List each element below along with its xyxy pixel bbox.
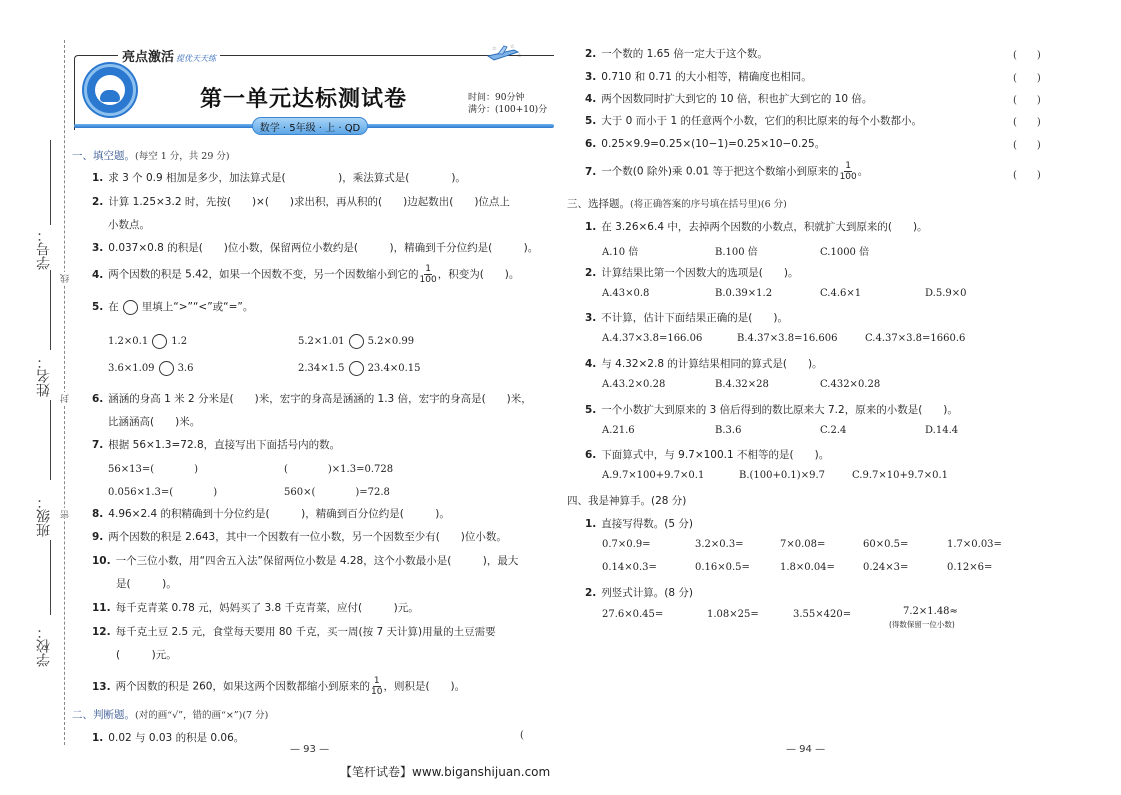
exam-full-score: 满分：(100+10)分	[468, 105, 548, 115]
vertical-calc-item: 1.08×25=	[707, 609, 759, 620]
s3-question-4: 4. 与 4.32×2.8 的计算结果相同的算式是( )。	[585, 358, 823, 370]
compare-circle[interactable]	[159, 361, 174, 376]
s1-question-11: 11. 每千克青菜 0.78 元，妈妈买了 3.8 千克青菜，应付( )元。	[92, 602, 419, 614]
calc-item: 3.2×0.3=	[695, 539, 744, 550]
s1-question-1: 1. 求 3 个 0.9 相加是多少，加法算式是( )，乘法算式是( )。	[92, 172, 466, 184]
fraction: $\frac{1}{10}$	[371, 676, 383, 697]
s3-question-3: 3. 不计算，估计下面结果正确的是( )。	[585, 312, 788, 324]
s3-question-1: 1. 在 3.26×6.4 中，去掉两个因数的小数点，积就扩大到原来的( )。	[585, 221, 928, 233]
calc-item: 0.14×0.3=	[602, 562, 657, 573]
name-line	[50, 270, 51, 350]
section-3-heading: 三、选择题。(将正确答案的序号填在括号里)(6 分)	[567, 198, 787, 210]
seal-mark-seal: 封	[61, 394, 71, 403]
seal-mark-line: 线	[61, 274, 71, 283]
compare-circle[interactable]	[349, 334, 364, 349]
option-b[interactable]: B.(100+0.1)×9.7	[739, 470, 825, 481]
section-1-heading: 一、填空题。(每空 1 分，共 29 分)	[72, 150, 230, 162]
s1-question-6: 6. 涵涵的身高 1 米 2 分米是( )米，宏宇的身高是涵涵的 1.3 倍，宏宇的身高是( )米，	[92, 393, 532, 405]
s1-question-4: 4. 两个因数的积是 5.42，如果一个因数不变，另一个因数缩小到它的 $\frac{1}{100}$ ，积变为( )。	[92, 264, 520, 285]
compare-item-1: 1.2×0.1 1.2	[108, 336, 188, 347]
option-a[interactable]: A.21.6	[602, 425, 635, 436]
s1-question-5: 5. 在 里填上“>”“<”或“=”。	[92, 301, 254, 313]
calc-item: 0.24×3=	[863, 562, 909, 573]
compare-item-2: 5.2×1.01 5.2×0.99	[298, 336, 415, 347]
s1-question-9: 9. 两个因数的积是 2.643，其中一个因数有一位小数，另一个因数至少有( )位小数。	[92, 531, 507, 543]
s1-question-2-cont: 小数点。	[108, 219, 150, 231]
class-label: 班级：	[36, 495, 52, 537]
option-c[interactable]: C.4.37×3.8=1660.6	[865, 333, 966, 344]
s2-question-6: 6. 0.25×9.9=0.25×(10−1)=0.25×10−0.25。	[585, 138, 826, 150]
svg-text:☆: ☆	[517, 53, 522, 59]
option-c[interactable]: C.1000 倍	[820, 247, 870, 258]
s2-question-3: 3. 0.710 和 0.71 的大小相等，精确度也相同。	[585, 71, 812, 83]
option-a[interactable]: A.4.37×3.8=166.06	[602, 333, 703, 344]
fraction: $\frac{1}{100}$	[839, 161, 857, 182]
vertical-calc-item: 7.2×1.48≈	[903, 606, 958, 617]
option-a[interactable]: A.9.7×100+9.7×0.1	[602, 470, 705, 481]
svg-text:☆: ☆	[510, 44, 515, 50]
school-line	[50, 540, 51, 615]
s4-part-2: 2. 列竖式计算。(8 分)	[585, 587, 694, 599]
rounding-note: (得数保留一位小数)	[889, 620, 955, 629]
s1-question-12: 12. 每千克土豆 2.5 元，食堂每天要用 80 千克，买一周(按 7 天计算)用量的土豆需要	[92, 626, 496, 638]
page-title: 第一单元达标测试卷	[200, 86, 408, 112]
answer-paren[interactable]: ( )	[1013, 140, 1041, 151]
class-line	[50, 400, 51, 480]
compare-circle[interactable]	[349, 361, 364, 376]
s3-question-5: 5. 一个小数扩大到原来的 3 倍后得到的数比原来大 7.2，原来的小数是( )。	[585, 404, 958, 416]
option-c[interactable]: C.2.4	[820, 425, 847, 436]
option-b[interactable]: B.4.37×3.8=16.606	[737, 333, 838, 344]
brand-label: 亮点激活 提优天天练	[118, 46, 220, 65]
s1-question-3: 3. 0.037×0.8 的积是( )位小数，保留两位小数约是( )，精确到千分位约是( )。	[92, 242, 539, 254]
answer-paren[interactable]: ( )	[1013, 170, 1041, 181]
exam-time: 时间：90分钟	[468, 93, 525, 103]
s2-question-7: 7. 一个数(0 除外)乘 0.01 等于把这个数缩小到原来的 $\frac{1}{100}$ 。	[585, 161, 869, 182]
compare-item-3: 3.6×1.09 3.6	[108, 363, 194, 374]
q7-item-1: 56×13=( )	[108, 464, 199, 475]
vertical-calc-item: 27.6×0.45=	[602, 609, 664, 620]
option-d[interactable]: D.14.4	[925, 425, 959, 436]
answer-paren[interactable]: ( )	[1013, 73, 1041, 84]
calc-item: 1.8×0.04=	[780, 562, 835, 573]
page-number-right: — 94 —	[786, 744, 826, 755]
s4-part-1: 1. 直接写得数。(5 分)	[585, 518, 694, 530]
s2-question-1: 1. 0.02 与 0.03 的积是 0.06。	[92, 732, 245, 744]
svg-text:☆: ☆	[492, 46, 497, 52]
s1-question-7: 7. 根据 56×1.3=72.8，直接写出下面括号内的数。	[92, 439, 341, 451]
option-c[interactable]: C.432×0.28	[820, 379, 881, 390]
section-4-heading: 四、我是神算手。(28 分)	[567, 495, 687, 507]
calc-item: 1.7×0.03=	[947, 539, 1002, 550]
s1-question-12-cont: ( )元。	[116, 649, 177, 661]
q7-item-4: 560×( )=72.8	[284, 487, 390, 498]
s2-question-5: 5. 大于 0 而小于 1 的任意两个小数，它们的积比原来的每个小数都小。	[585, 115, 923, 127]
calc-item: 60×0.5=	[863, 539, 909, 550]
name-label: 姓名：	[36, 355, 52, 397]
compare-circle[interactable]	[152, 334, 167, 349]
s1-question-8: 8. 4.96×2.4 的积精确到十分位约是( )，精确到百分位约是( )。	[92, 508, 450, 520]
subject-badge: 数学 · 5年级 · 上 · QD	[252, 117, 368, 135]
vertical-calc-item: 3.55×420=	[793, 609, 852, 620]
s3-question-6: 6. 下面算式中，与 9.7×100.1 不相等的是( )。	[585, 449, 830, 461]
s1-question-10-cont: 是( )。	[116, 578, 177, 590]
s3-question-2: 2. 计算结果比第一个因数大的选项是( )。	[585, 267, 799, 279]
s1-question-2: 2. 计算 1.25×3.2 时，先按( )×( )求出积，再从积的( )边起数出( )位点上	[92, 196, 510, 208]
compare-item-4: 2.34×1.5 23.4×0.15	[298, 363, 421, 374]
q7-item-2: ( )×1.3=0.728	[284, 464, 394, 475]
answer-paren[interactable]: (	[520, 730, 524, 741]
option-c[interactable]: C.4.6×1	[820, 288, 862, 299]
student-no-line	[50, 140, 51, 225]
s1-question-13: 13. 两个因数的积是 260，如果这两个因数都缩小到原来的 $\frac{1}{10}$ ，则积是( )。	[92, 676, 466, 697]
option-d[interactable]: D.5.9×0	[925, 288, 967, 299]
answer-paren[interactable]: ( )	[1013, 50, 1041, 61]
page-number-left: — 93 —	[290, 744, 330, 755]
watermark: 【笔杆试卷】www.biganshijuan.com	[340, 765, 551, 779]
airplane-icon	[484, 44, 522, 64]
option-b[interactable]: B.100 倍	[715, 247, 758, 258]
option-b[interactable]: B.3.6	[715, 425, 742, 436]
s2-question-2: 2. 一个数的 1.65 倍一定大于这个数。	[585, 48, 768, 60]
section-2-heading: 二、判断题。(对的画“√”，错的画“×”)(7 分)	[72, 709, 269, 721]
s1-question-6-cont: 比涵涵高( )米。	[108, 416, 201, 428]
option-c[interactable]: C.9.7×10+9.7×0.1	[852, 470, 949, 481]
fraction: $\frac{1}{100}$	[419, 264, 437, 285]
student-no-label: 学号：	[36, 228, 52, 270]
option-a[interactable]: A.10 倍	[602, 247, 639, 258]
s2-question-4: 4. 两个因数同时扩大到它的 10 倍，积也扩大到它的 10 倍。	[585, 93, 873, 105]
option-b[interactable]: B.4.32×28	[715, 379, 769, 390]
calc-item: 0.16×0.5=	[695, 562, 750, 573]
school-label: 学校：	[36, 625, 52, 667]
calc-item: 0.7×0.9=	[602, 539, 651, 550]
mascot-logo	[84, 64, 136, 116]
q7-item-3: 0.056×1.3=( )	[108, 487, 218, 498]
option-a[interactable]: A.43.2×0.28	[602, 379, 666, 390]
option-a[interactable]: A.43×0.8	[602, 288, 650, 299]
seal-mark-dense: 密	[61, 510, 71, 519]
answer-paren[interactable]: ( )	[1013, 95, 1041, 106]
option-b[interactable]: B.0.39×1.2	[715, 288, 773, 299]
compare-circle	[123, 300, 138, 315]
s1-question-10: 10. 一个三位小数，用“四舍五入法”保留两位小数是 4.28，这个小数最小是( )，最大	[92, 555, 519, 567]
calc-item: 7×0.08=	[780, 539, 826, 550]
answer-paren[interactable]: ( )	[1013, 117, 1041, 128]
calc-item: 0.12×6=	[947, 562, 993, 573]
